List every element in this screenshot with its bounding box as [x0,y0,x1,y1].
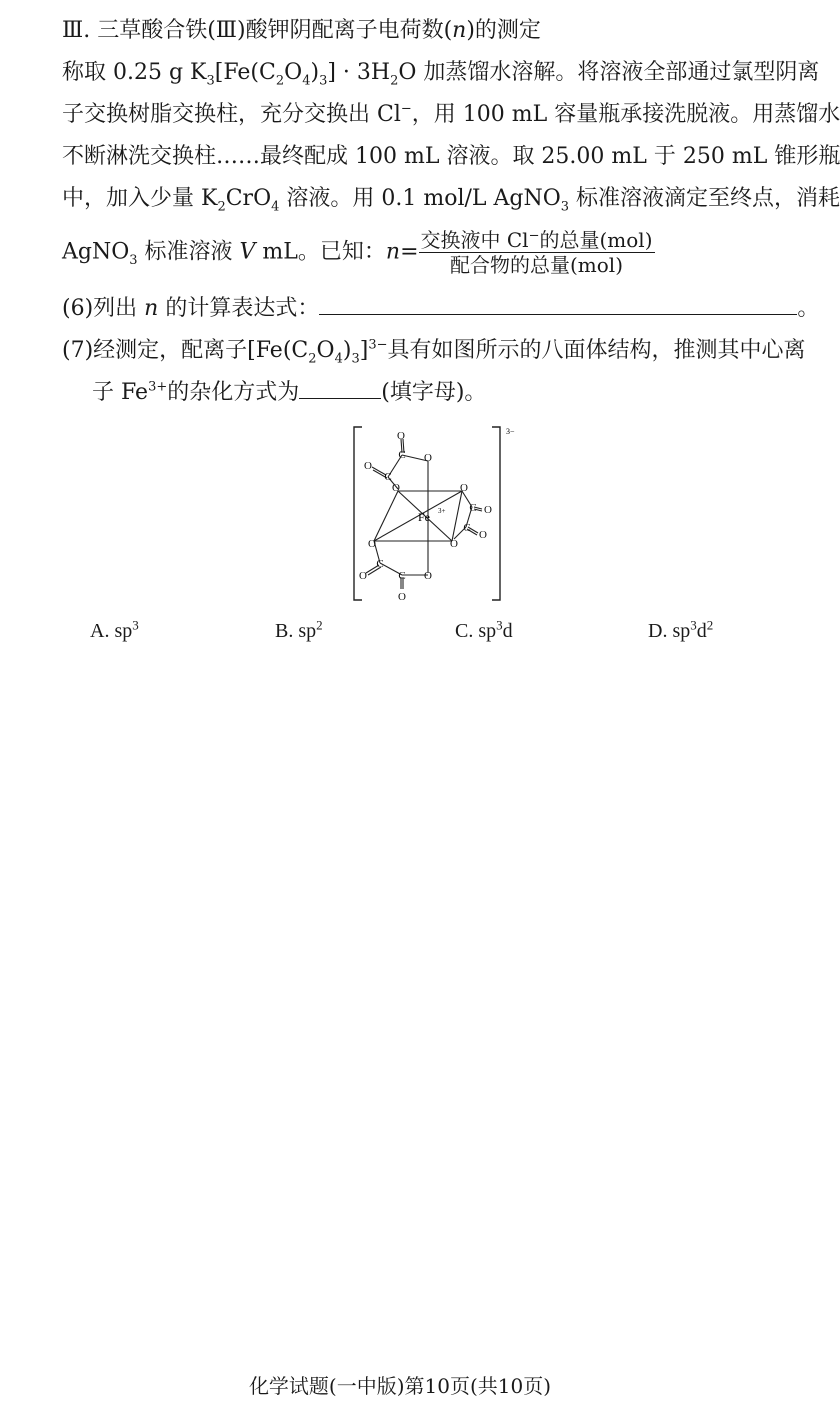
option-a[interactable]: A. $sp^3$ [90,617,139,642]
carbon-atom: C [398,570,406,582]
carbon-atom: C [463,522,471,534]
option-d[interactable]: D. $sp^3d^2$ [648,617,714,642]
paragraph-line-1: 称取 0.25 g $K_3[Fe(C_2O_4)_3] \cdot 3H_2O$ 加蒸馏水溶解。将溶液全部通过氯型阴离 [62,60,820,89]
paragraph-line-3: 不断淋洗交换柱……最终配成 100 mL 溶液。取 25.00 mL 于 250 mL 锥形瓶 [62,144,840,169]
paragraph-line-5: AgNO$_3$ 标准溶液 V mL。已知：n= $\frac{交换液中 Cl^-的总量(mol)}{\text{配合物的总量(mol)}}$ [62,228,653,277]
oxygen-atom: O [398,591,406,603]
fraction-denominator: 配合物的总量(mol) [450,253,624,277]
fraction-numerator: 交换液中 Cl−的总量(mol) [420,228,653,252]
carbon-atom: C [376,558,384,570]
oxygen-atom: O [479,529,487,541]
carbon-atom: C [398,449,406,461]
fraction-formula [419,228,655,277]
option-c[interactable]: C. $sp^3d$ [455,617,513,642]
oxygen-atom: O [484,504,492,516]
carbon-atom: C [384,471,392,483]
right-bracket [492,427,500,600]
complex-charge-label: 3− [506,427,515,436]
oxygen-atom: O [364,460,372,472]
oxygen-atom: O [424,452,432,464]
section-heading: Ⅲ. 三草酸合铁(Ⅲ)酸钾阴配离子电荷数(n)的测定 [62,18,541,43]
oxygen-atom: O [368,538,376,550]
question-6: (6)列出 n 的计算表达式： 。 [62,296,820,321]
iron-charge: 3+ [438,507,446,515]
carbon-atom: C [469,502,477,514]
oxygen-atom: O [397,430,405,442]
question-7-line-2: 子 $Fe^{3+}$的杂化方式为 (填字母)。 [92,379,487,405]
oxygen-atom: O [460,482,468,494]
oxygen-atom: O [424,570,432,582]
q7-answer-blank[interactable] [299,378,381,399]
option-b[interactable]: B. $sp^2$ [275,617,323,642]
iron-center: Fe [418,510,430,524]
oxygen-atom: O [392,482,400,494]
question-7-line-1: (7)经测定，配离子$[Fe(C_2O_4)_3]^{3-}$具有如图所示的八面体结构，推测其中心离 [62,337,806,367]
paragraph-line-4: 中，加入少量 $K_2CrO_4$ 溶液。用 0.1 mol/L AgNO$_3$ 标准溶液滴定至终点，消耗 [62,186,840,215]
paragraph-line-2: 子交换树脂交换柱，充分交换出 Cl−，用 100 mL 容量瓶承接洗脱液。用蒸馏水 [62,101,840,127]
oxygen-atom: O [359,570,367,582]
page-footer: 化学试题(一中版)第10页(共10页) [248,1374,552,1398]
q6-answer-blank[interactable] [319,294,797,315]
oxygen-atom: O [450,538,458,550]
octahedral-complex-diagram [350,425,520,605]
